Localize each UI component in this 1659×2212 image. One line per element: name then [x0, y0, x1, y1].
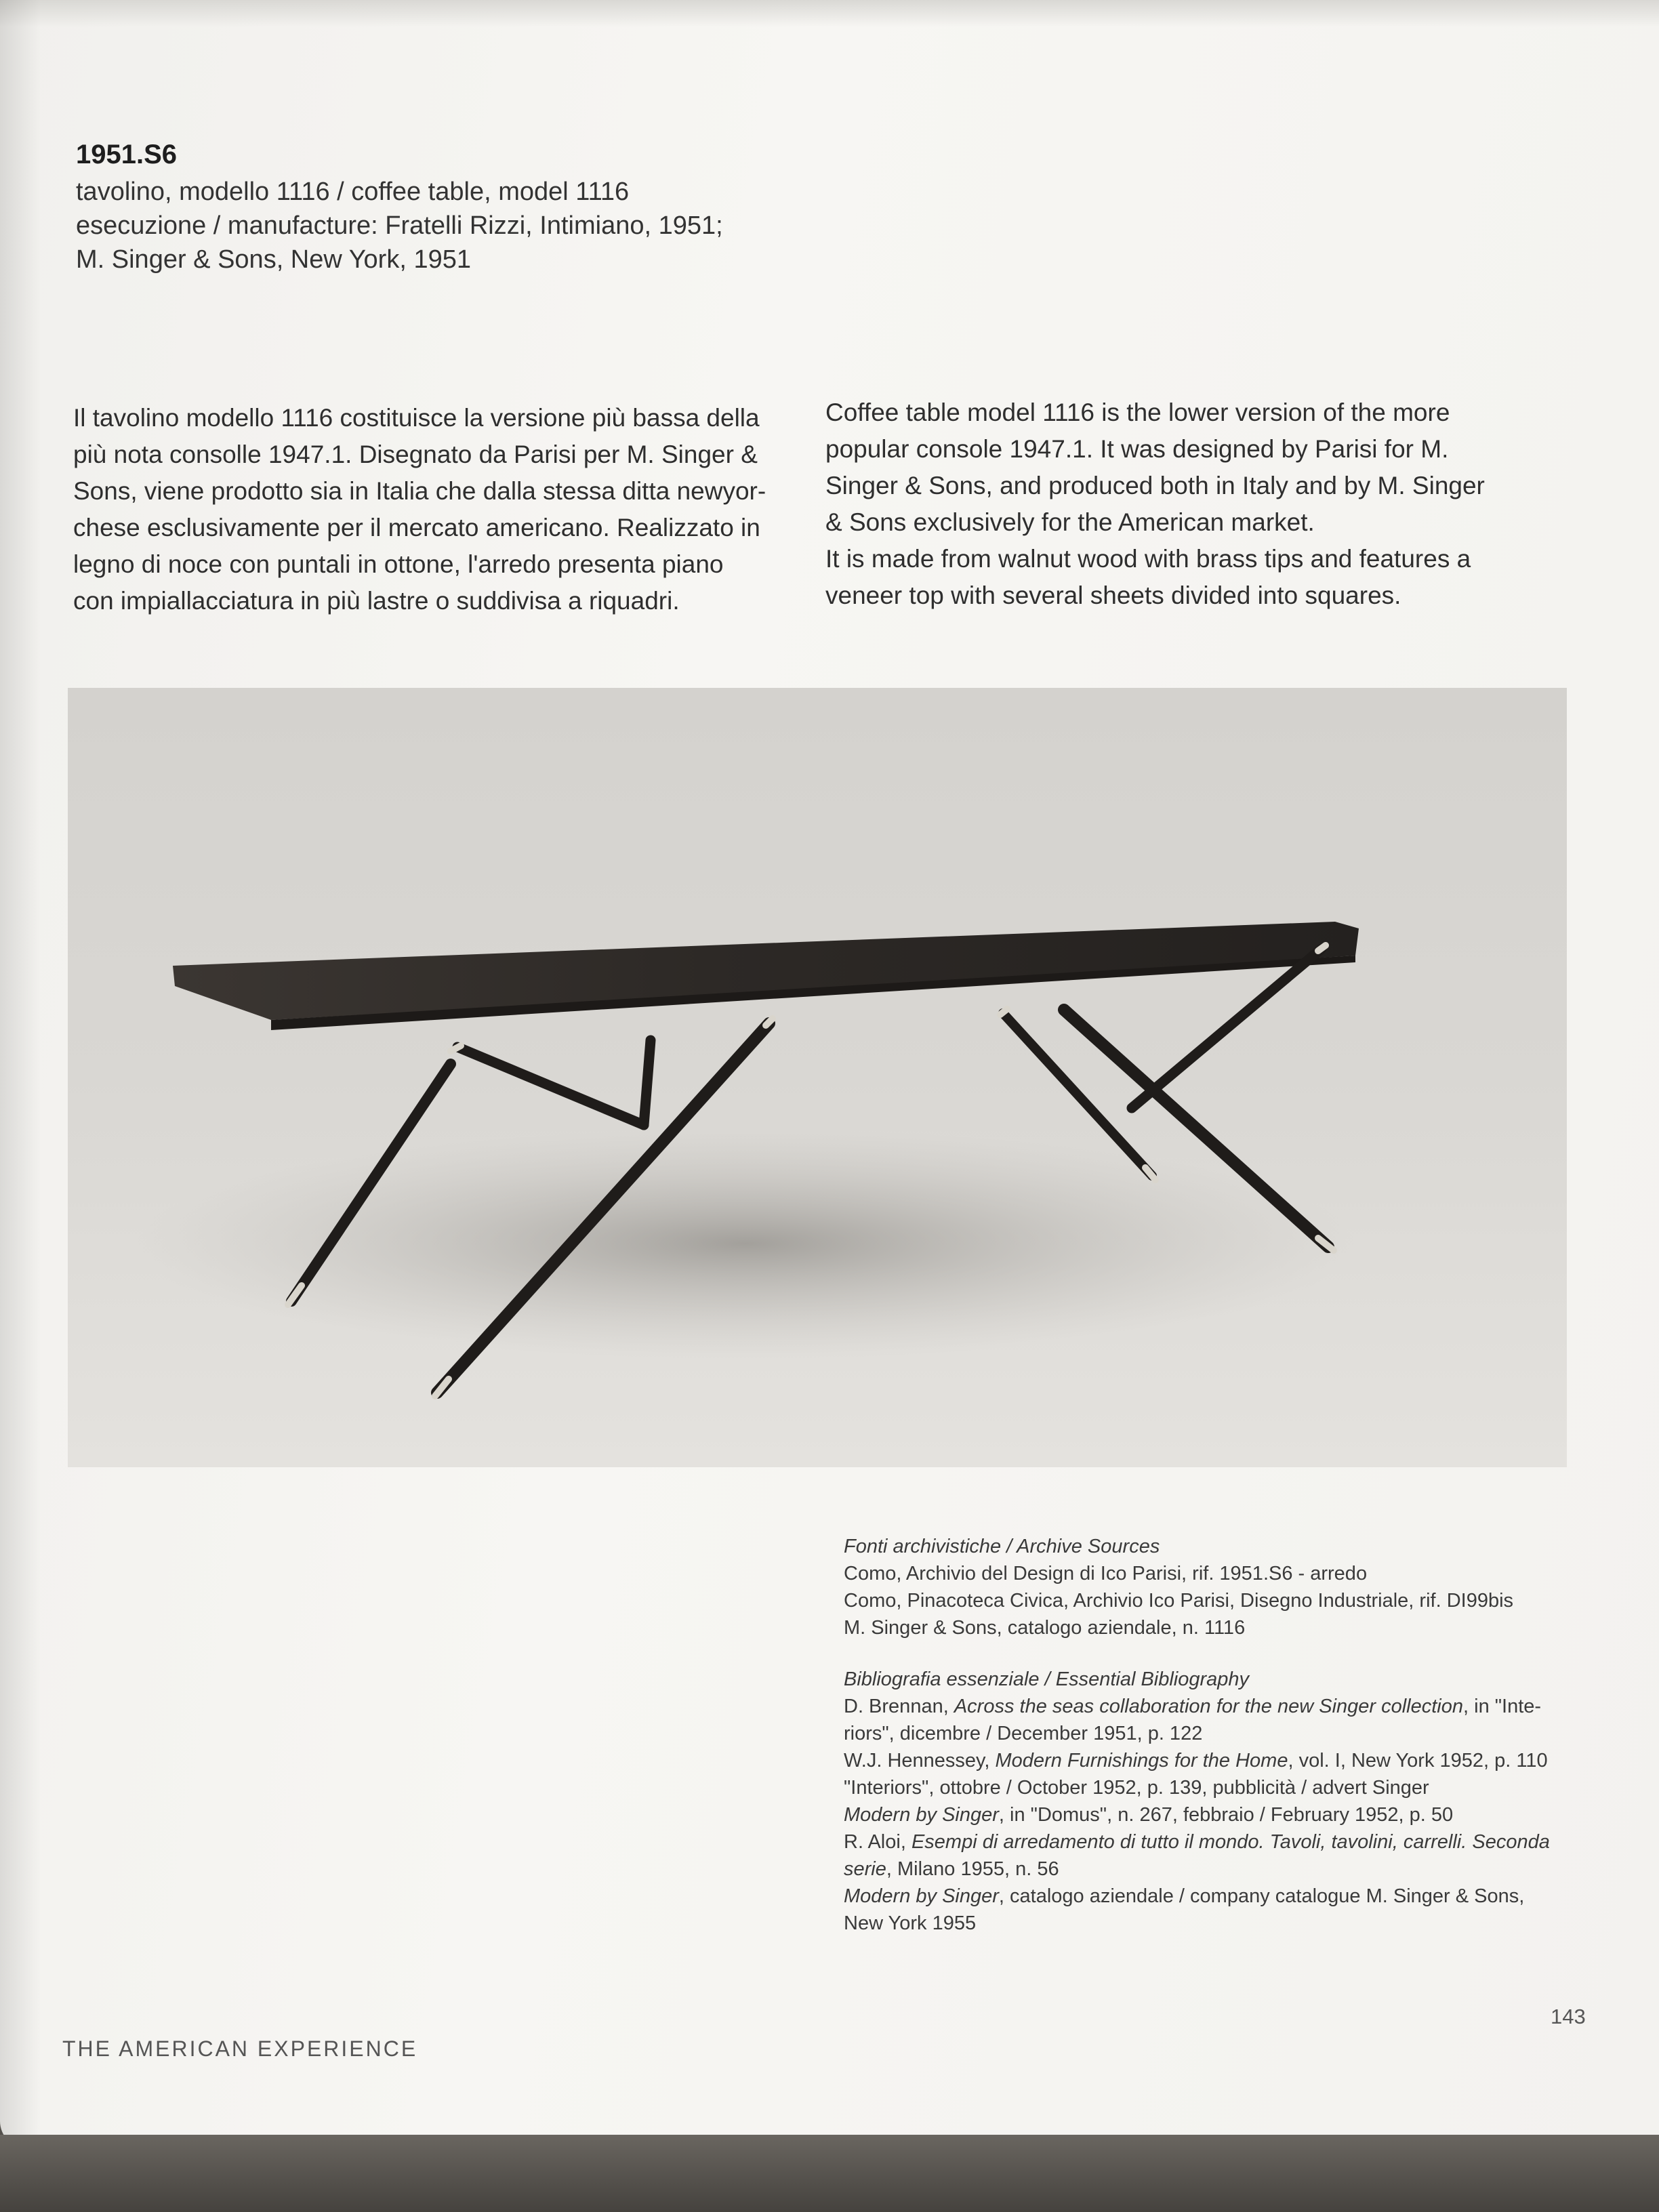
bibliography-entry: R. Aloi, Esempi di arredamento di tutto il mondo. Tavoli, tavolini, carrelli. Seconda — [844, 1831, 1550, 1853]
coffee-table-photo — [68, 688, 1567, 1467]
bibliography-entry: New York 1955 — [844, 1912, 977, 1934]
bibliography-entry: "Interiors", ottobre / October 1952, p. 139, pubblicità / advert Singer — [844, 1777, 1429, 1799]
english-line: veneer top with several sheets divided into squares. — [825, 581, 1401, 609]
page-top-shadow — [0, 0, 1659, 27]
archive-sources — [844, 1533, 1596, 1641]
archive-item: Como, Archivio del Design di Ico Parisi, rif. 1951.S6 - arredo — [844, 1563, 1368, 1584]
italian-line: chese esclusivamente per il mercato americano. Realizzato in — [73, 514, 760, 541]
italian-description — [73, 400, 798, 619]
bibliography-entry: Modern by Singer, in "Domus", n. 267, febbraio / February 1952, p. 50 — [844, 1804, 1454, 1826]
bibliography-entry: W.J. Hennessey, Modern Furnishings for the Home, vol. I, New York 1952, p. 110 — [844, 1750, 1548, 1771]
english-line: Coffee table model 1116 is the lower version of the more — [825, 398, 1450, 426]
coffee-table-illustration — [68, 688, 1567, 1467]
bibliography-title: Bibliografia essenziale / Essential Bibliography — [844, 1668, 1250, 1690]
english-line: & Sons exclusively for the American market. — [825, 508, 1315, 536]
english-description — [825, 394, 1591, 614]
bibliography — [844, 1666, 1596, 1937]
entry-id: 1951.S6 — [76, 140, 178, 169]
archive-item: M. Singer & Sons, catalogo aziendale, n. 1116 — [844, 1617, 1246, 1639]
header-line-1: tavolino, modello 1116 / coffee table, model 1116 — [76, 178, 630, 206]
italian-line: più nota consolle 1947.1. Disegnato da Parisi per M. Singer & — [73, 441, 758, 468]
header-line-2: esecuzione / manufacture: Fratelli Rizzi, Intimiano, 1951; — [76, 211, 723, 240]
bibliography-entry: riors", dicembre / December 1951, p. 122 — [844, 1723, 1203, 1744]
background-surface — [0, 2135, 1659, 2212]
english-line: popular console 1947.1. It was designed by Parisi for M. — [825, 435, 1449, 463]
english-line: Singer & Sons, and produced both in Italy and by M. Singer — [825, 472, 1485, 499]
italian-line: Sons, viene prodotto sia in Italia che dalla stessa ditta newyor- — [73, 477, 766, 505]
italian-line: Il tavolino modello 1116 costituisce la versione più bassa della — [73, 404, 760, 432]
english-line: It is made from walnut wood with brass tips and features a — [825, 545, 1471, 573]
page-number: 143 — [1551, 2005, 1586, 2028]
bibliography-entry: Modern by Singer, catalogo aziendale / company catalogue M. Singer & Sons, — [844, 1885, 1525, 1907]
section-title: THE AMERICAN EXPERIENCE — [62, 2036, 418, 2061]
archive-item: Como, Pinacoteca Civica, Archivio Ico Parisi, Disegno Industriale, rif. DI99bis — [844, 1590, 1514, 1612]
header-line-3: M. Singer & Sons, New York, 1951 — [76, 245, 471, 274]
page-gutter-shadow — [0, 0, 41, 2148]
italian-line: legno di noce con puntali in ottone, l'arredo presenta piano — [73, 550, 724, 578]
archive-title: Fonti archivistiche / Archive Sources — [844, 1536, 1160, 1557]
italian-line: con impiallacciatura in più lastre o suddivisa a riquadri. — [73, 587, 680, 615]
bibliography-entry: serie, Milano 1955, n. 56 — [844, 1858, 1059, 1880]
bibliography-entry: D. Brennan, Across the seas collaboration for the new Singer collection, in "Inte- — [844, 1696, 1542, 1717]
